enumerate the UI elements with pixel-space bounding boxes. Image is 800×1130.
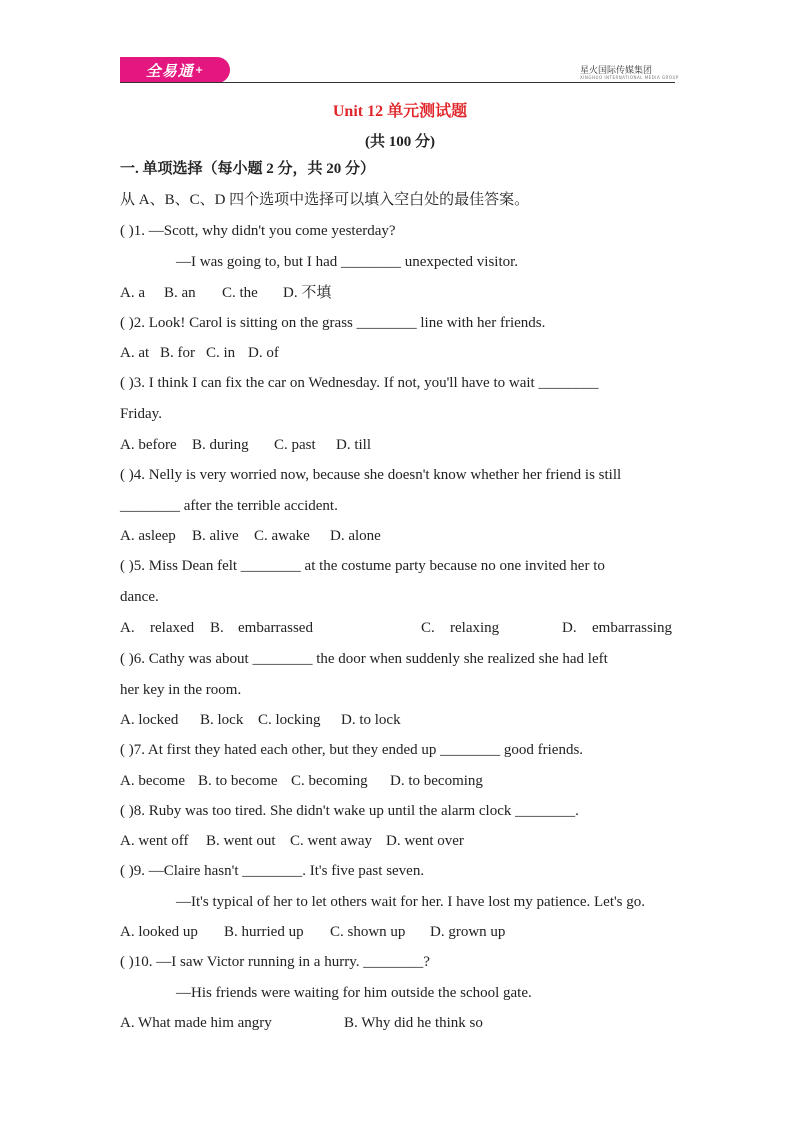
question-4-options bbox=[120, 527, 381, 545]
question-7-options bbox=[120, 772, 483, 790]
question-6-options bbox=[120, 711, 401, 729]
option-b: B. Why did he think so bbox=[344, 1015, 483, 1031]
question-5-options bbox=[120, 619, 672, 637]
question-3-stem-line2: Friday. bbox=[120, 406, 162, 422]
option-d: D. to lock bbox=[341, 712, 401, 728]
option-c: C. in bbox=[206, 345, 236, 361]
option-c: C. awake bbox=[254, 528, 310, 544]
logo-text: 全易通 bbox=[145, 61, 194, 80]
question-4-stem: ( )4. Nelly is very worried now, because she doesn't know whether her friend is still bbox=[120, 467, 622, 483]
question-2-stem: ( )2. Look! Carol is sitting on the grass ________ line with her friends. bbox=[120, 315, 546, 331]
option-c: C. past bbox=[274, 437, 316, 453]
publisher-subtitle: XINGHUO INTERNATIONAL MEDIA GROUP bbox=[580, 75, 679, 80]
option-b: B. lock bbox=[200, 712, 244, 728]
option-a: relaxed bbox=[150, 620, 195, 636]
option-c-letter: C. bbox=[421, 620, 435, 636]
question-3-stem: ( )3. I think I can fix the car on Wednesday. If not, you'll have to wait ________ bbox=[120, 375, 599, 391]
option-c: C. the bbox=[222, 285, 258, 301]
page-title: Unit 12 单元测试题 bbox=[332, 103, 468, 120]
question-1-stem-line2: —I was going to, but I had ________ unexpected visitor. bbox=[176, 254, 519, 270]
option-d: D. grown up bbox=[430, 924, 506, 940]
header-rule bbox=[120, 82, 675, 83]
instruction-text: 从 A、B、C、D 四个选项中选择可以填入空白处的最佳答案。 bbox=[120, 192, 530, 208]
option-c: C. locking bbox=[258, 712, 321, 728]
option-c: C. becoming bbox=[291, 773, 368, 789]
option-a: A. before bbox=[120, 437, 177, 453]
logo-plus: + bbox=[194, 64, 205, 76]
question-5-stem: ( )5. Miss Dean felt ________ at the costume party because no one invited her to bbox=[120, 558, 605, 574]
option-b: embarrassed bbox=[238, 620, 313, 636]
publisher-name: 星火国际传媒集团 bbox=[580, 66, 653, 76]
option-b: B. alive bbox=[192, 528, 239, 544]
question-9-stem-line2: —It's typical of her to let others wait for her. I have lost my patience. Let's go. bbox=[176, 894, 646, 910]
option-a: A. at bbox=[120, 345, 150, 361]
option-c: relaxing bbox=[450, 620, 500, 636]
option-a: A. asleep bbox=[120, 528, 176, 544]
question-3-options bbox=[120, 436, 371, 454]
question-2-options bbox=[120, 344, 279, 362]
option-d-letter: D. bbox=[562, 620, 577, 636]
option-b: B. during bbox=[192, 437, 249, 453]
option-b: B. to become bbox=[198, 773, 278, 789]
question-9-options bbox=[120, 923, 505, 941]
option-d: D. till bbox=[336, 437, 372, 453]
question-6-stem-line2: her key in the room. bbox=[120, 682, 242, 698]
question-8-options bbox=[120, 832, 464, 850]
option-b: B. hurried up bbox=[224, 924, 304, 940]
option-a: A. a bbox=[120, 285, 145, 301]
option-b: B. an bbox=[164, 285, 196, 301]
question-7-stem: ( )7. At first they hated each other, but they ended up ________ good friends. bbox=[120, 742, 584, 758]
question-9-stem: ( )9. —Claire hasn't ________. It's five past seven. bbox=[120, 863, 425, 879]
option-c: C. shown up bbox=[330, 924, 406, 940]
section-heading: 一. 单项选择（每小题 2 分，共 20 分） bbox=[120, 161, 376, 177]
option-d: D. to becoming bbox=[390, 773, 483, 789]
option-b: B. for bbox=[160, 345, 195, 361]
option-d: D. went over bbox=[386, 833, 464, 849]
option-d: D. alone bbox=[330, 528, 381, 544]
option-d: D. of bbox=[248, 345, 279, 361]
option-a-letter: A. bbox=[120, 620, 135, 636]
option-d: embarrassing bbox=[592, 620, 672, 636]
question-10-options bbox=[120, 1014, 483, 1032]
question-8-stem: ( )8. Ruby was too tired. She didn't wake up until the alarm clock ________. bbox=[120, 803, 579, 819]
option-a: A. looked up bbox=[120, 924, 198, 940]
question-1-options bbox=[120, 284, 331, 302]
option-d: D. 不填 bbox=[283, 285, 332, 301]
page-subtitle: (共 100 分) bbox=[365, 134, 435, 150]
option-c: C. went away bbox=[290, 833, 373, 849]
option-a: A. locked bbox=[120, 712, 179, 728]
question-1-stem: ( )1. —Scott, why didn't you come yesterday? bbox=[120, 223, 396, 239]
option-a: A. went off bbox=[120, 833, 189, 849]
option-b: B. went out bbox=[206, 833, 276, 849]
question-5-stem-line2: dance. bbox=[120, 589, 159, 605]
option-a: A. become bbox=[120, 773, 185, 789]
question-10-stem-line2: —His friends were waiting for him outside the school gate. bbox=[176, 985, 532, 1001]
question-10-stem: ( )10. —I saw Victor running in a hurry. ________? bbox=[120, 954, 430, 970]
question-4-stem-line2: ________ after the terrible accident. bbox=[120, 498, 338, 514]
option-a: A. What made him angry bbox=[120, 1015, 272, 1031]
brand-logo bbox=[120, 57, 230, 83]
question-6-stem: ( )6. Cathy was about ________ the door when suddenly she realized she had left bbox=[120, 651, 608, 667]
option-b-letter: B. bbox=[210, 620, 224, 636]
